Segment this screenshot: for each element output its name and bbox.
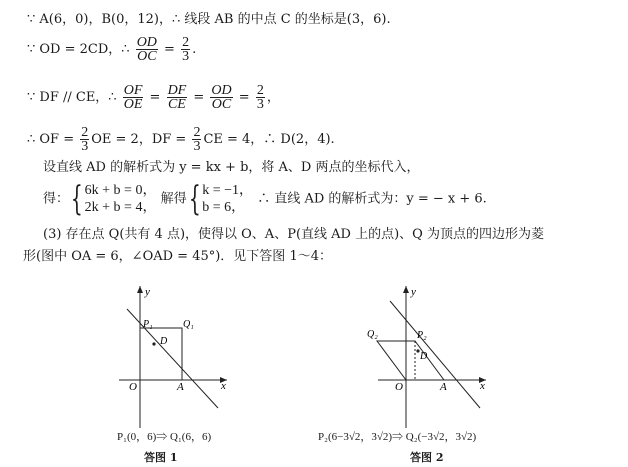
line-2: ∵ OD = 2CD，∴ $\frac{OD}{OC}$ = $\frac{2}{3}$ . [27, 35, 197, 64]
rhombus-oap2q2 [377, 341, 444, 380]
fraction-2-3-d: $\frac{2}{3}$ [193, 125, 201, 154]
line-1: ∵ A(6，0)，B(0，12)，∴ 线段 AB 的中点 C 的坐标是(3，6). [27, 12, 391, 27]
figure-2 [360, 283, 500, 433]
line-2-text: ∵ OD = 2CD，∴ [27, 42, 134, 57]
label-a: A [177, 381, 184, 393]
line-3: ∵ DF // CE，∴ $\frac{OF}{OE}$ = $\frac{DF}{CE}$ = $\frac{OD}{OC}$ = $\frac{2}{3}$ ， [27, 83, 280, 112]
fraction-2-3-c: $\frac{2}{3}$ [81, 125, 89, 154]
line-ad [127, 309, 218, 408]
fraction-of-oe: $\frac{OF}{OE}$ [123, 83, 143, 112]
figure-2-title: 答图 2 [410, 451, 444, 464]
label-q2: Q₂ [367, 329, 378, 340]
label-x: x [221, 380, 226, 392]
line-5: 设直线 AD 的解析式为 y = kx + b，将 A、D 两点的坐标代入， [43, 160, 420, 175]
line-6: 得：{ 6k + b = 0， 2k + b = 4， 解得{ k = −1， b = 6， ∴ 直线 AD 的解析式为：y = − x + 6. [43, 179, 487, 219]
label-o: O [129, 381, 137, 393]
figure-1-title: 答图 1 [144, 451, 178, 464]
label-o: O [395, 381, 403, 393]
fraction-df-ce: $\frac{DF}{CE}$ [167, 83, 187, 112]
y-arrow [403, 286, 409, 293]
label-a: A [440, 381, 447, 393]
fraction-2-3: $\frac{2}{3}$ [182, 35, 190, 64]
label-x: x [480, 380, 485, 392]
label-p1: P₁ [143, 319, 153, 330]
figure-1-caption: P₁(0，6)⇒ Q₁(6，6) [117, 431, 212, 443]
label-d: D [160, 336, 168, 347]
fraction-od-oc-2: $\frac{OD}{OC}$ [211, 83, 232, 112]
solution-system: k = −1， b = 6， [202, 183, 254, 215]
point-d [152, 342, 155, 345]
figure-1 [105, 283, 245, 433]
label-d: D [420, 351, 428, 362]
line-ad [390, 301, 480, 408]
label-y: y [411, 286, 416, 298]
label-q1: Q₁ [183, 319, 194, 330]
line-8: 形(图中 OA = 6，∠OAD = 45°)．见下答图 1～4： [23, 249, 332, 264]
y-arrow [137, 286, 143, 293]
fraction-od-oc: $\frac{OD}{OC}$ [136, 35, 157, 64]
line-7: (3) 存在点 Q(共有 4 点)，使得以 O、A、P(直线 AD 上的点)、Q 为顶点的四边形为菱 [43, 227, 544, 242]
brace-left-2: { [188, 179, 201, 219]
line-4: ∴ OF = $\frac{2}{3}$ OE = 2，DF = $\frac{2}{3}$ CE = 4，∴ D(2，4). [27, 125, 335, 154]
label-p2: P₂ [417, 330, 427, 341]
brace-left: { [70, 179, 83, 219]
label-y: y [145, 286, 150, 298]
fraction-2-3-b: $\frac{2}{3}$ [256, 83, 264, 112]
figure-2-caption: P₂(6−3√2，3√2)⇒ Q₂(−3√2，3√2) [318, 431, 477, 443]
equation-system: 6k + b = 0， 2k + b = 4， [84, 183, 157, 215]
line-3-text: ∵ DF // CE，∴ [27, 90, 121, 105]
